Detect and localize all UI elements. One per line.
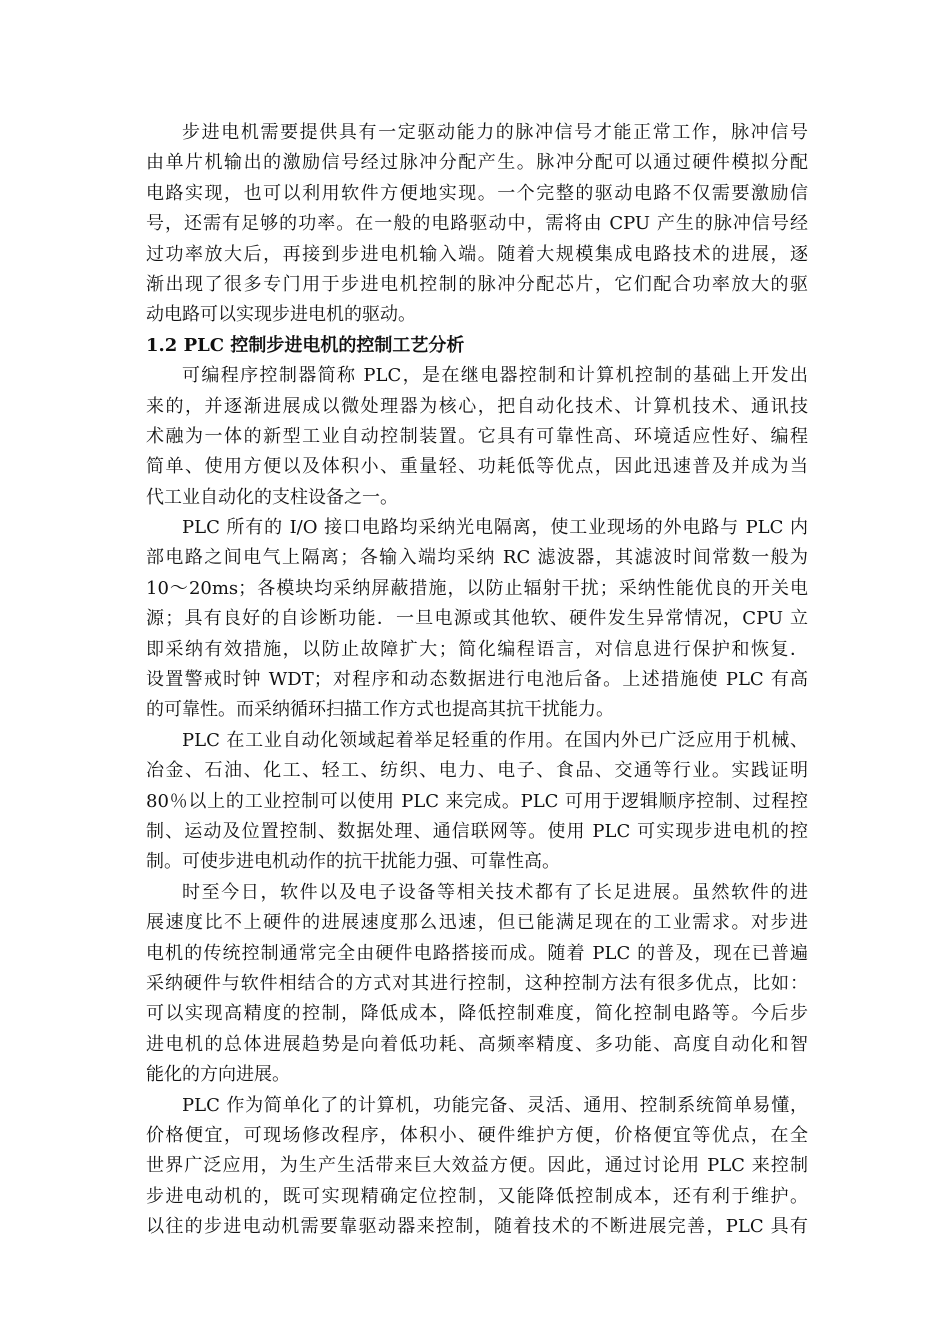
paragraph-6-line-2: 价格便宜，可现场修改程序，体积小、硬件维护方便，价格便宜等优点，在全 (146, 1124, 808, 1146)
paragraph-6-line-1: PLC 作为简单化了的计算机，功能完备、灵活、通用、控制系统简单易懂， (182, 1094, 808, 1116)
paragraph-3-line-3: 10～20ms；各模块均采纳屏蔽措施，以防止辐射干扰；采纳性能优良的开关电 (146, 577, 808, 599)
paragraph-4-line-1: PLC 在工业自动化领域起着举足轻重的作用。在国内外已广泛应用于机械、 (182, 729, 808, 751)
paragraph-1-line-5: 过功率放大后，再接到步进电机输入端。随着大规模集成电路技术的进展，逐 (146, 243, 808, 265)
paragraph-3-line-6: 设置警戒时钟 WDT；对程序和动态数据进行电池后备。上述措施使 PLC 有高 (146, 669, 808, 691)
paragraph-5-line-2: 展速度比不上硬件的进展速度那么迅速，但已能满足现在的工业需求。对步进 (146, 912, 808, 934)
paragraph-6-line-5: 以往的步进电动机需要靠驱动器来控制，随着技术的不断进展完善，PLC 具有 (146, 1216, 808, 1238)
paragraph-1-line-4: 号，还需有足够的功率。在一般的电路驱动中，需将由 CPU 产生的脉冲信号经 (146, 213, 808, 235)
paragraph-2-line-5: 代工业自动化的支柱设备之一。 (146, 486, 398, 508)
paragraph-3-line-4: 源；具有良好的自诊断功能．一旦电源或其他软、硬件发生异常情况，CPU 立 (146, 608, 808, 630)
paragraph-6-line-3: 世界广泛应用，为生产生活带来巨大效益方便。因此，通过讨论用 PLC 来控制 (146, 1155, 808, 1177)
paragraph-5-line-5: 可以实现高精度的控制，降低成本，降低控制难度，简化控制电路等。今后步 (146, 1003, 808, 1025)
paragraph-3-line-1: PLC 所有的 I/O 接口电路均采纳光电隔离，使工业现场的外电路与 PLC 内 (182, 517, 808, 539)
paragraph-6-line-4: 步进电动机的，既可实现精确定位控制，又能降低控制成本，还有利于维护。 (146, 1185, 808, 1207)
paragraph-1-line-1: 步进电机需要提供具有一定驱动能力的脉冲信号才能正常工作，脉冲信号 (182, 122, 808, 143)
paragraph-1-line-2: 由单片机输出的激励信号经过脉冲分配产生。脉冲分配可以通过硬件模拟分配 (146, 152, 808, 174)
paragraph-5-line-6: 进电机的总体进展趋势是向着低功耗、高频率精度、多功能、高度自动化和智 (146, 1033, 808, 1055)
paragraph-5-line-3: 电机的传统控制通常完全由硬件电路搭接而成。随着 PLC 的普及，现在已普遍 (146, 942, 808, 964)
paragraph-2-line-1: 可编程序控制器简称 PLC，是在继电器控制和计算机控制的基础上开发出 (182, 365, 808, 387)
document-page (146, 118, 808, 1242)
paragraph-1-line-7: 动电路可以实现步进电机的驱动。 (146, 304, 416, 326)
paragraph-5-line-1: 时至今日，软件以及电子设备等相关技术都有了长足进展。虽然软件的进 (182, 881, 808, 903)
paragraph-2-line-3: 术融为一体的新型工业自动控制装置。它具有可靠性高、环境适应性好、编程 (146, 425, 808, 447)
paragraph-4-line-5: 制。可使步进电机动作的抗干扰能力强、可靠性高。 (146, 851, 560, 873)
paragraph-4-line-4: 制、运动及位置控制、数据处理、通信联网等。使用 PLC 可实现步进电机的控 (146, 820, 808, 842)
paragraph-1-line-3: 电路实现，也可以利用软件方便地实现。一个完整的驱动电路不仅需要激励信 (146, 182, 808, 204)
paragraph-4-line-3: 80％以上的工业控制可以使用 PLC 来完成。PLC 可用于逻辑顺序控制、过程控 (146, 790, 808, 812)
paragraph-1-line-6: 渐出现了很多专门用于步进电机控制的脉冲分配芯片，它们配合功率放大的驱 (146, 273, 808, 295)
paragraph-3-line-2: 部电路之间电气上隔离；各输入端均采纳 RC 滤波器，其滤波时间常数一般为 (146, 547, 808, 569)
paragraph-2-line-4: 简单、使用方便以及体积小、重量轻、功耗低等优点，因此迅速普及并成为当 (146, 456, 808, 478)
paragraph-5-line-7: 能化的方向进展。 (146, 1064, 290, 1086)
paragraph-3-line-5: 即采纳有效措施，以防止故障扩大；简化编程语言，对信息进行保护和恢复． (146, 638, 808, 660)
paragraph-5-line-4: 采纳硬件与软件相结合的方式对其进行控制，这种控制方法有很多优点，比如： (146, 972, 808, 994)
paragraph-2-line-2: 来的，并逐渐进展成以微处理器为核心，把自动化技术、计算机技术、通讯技 (146, 395, 808, 417)
paragraph-3-line-7: 的可靠性。而采纳循环扫描工作方式也提高其抗干扰能力。 (146, 699, 614, 721)
paragraph-4-line-2: 冶金、石油、化工、轻工、纺织、电力、电子、食品、交通等行业。实践证明 (146, 760, 808, 782)
section-heading: 1.2 PLC 控制步进电机的控制工艺分析 (146, 334, 465, 356)
